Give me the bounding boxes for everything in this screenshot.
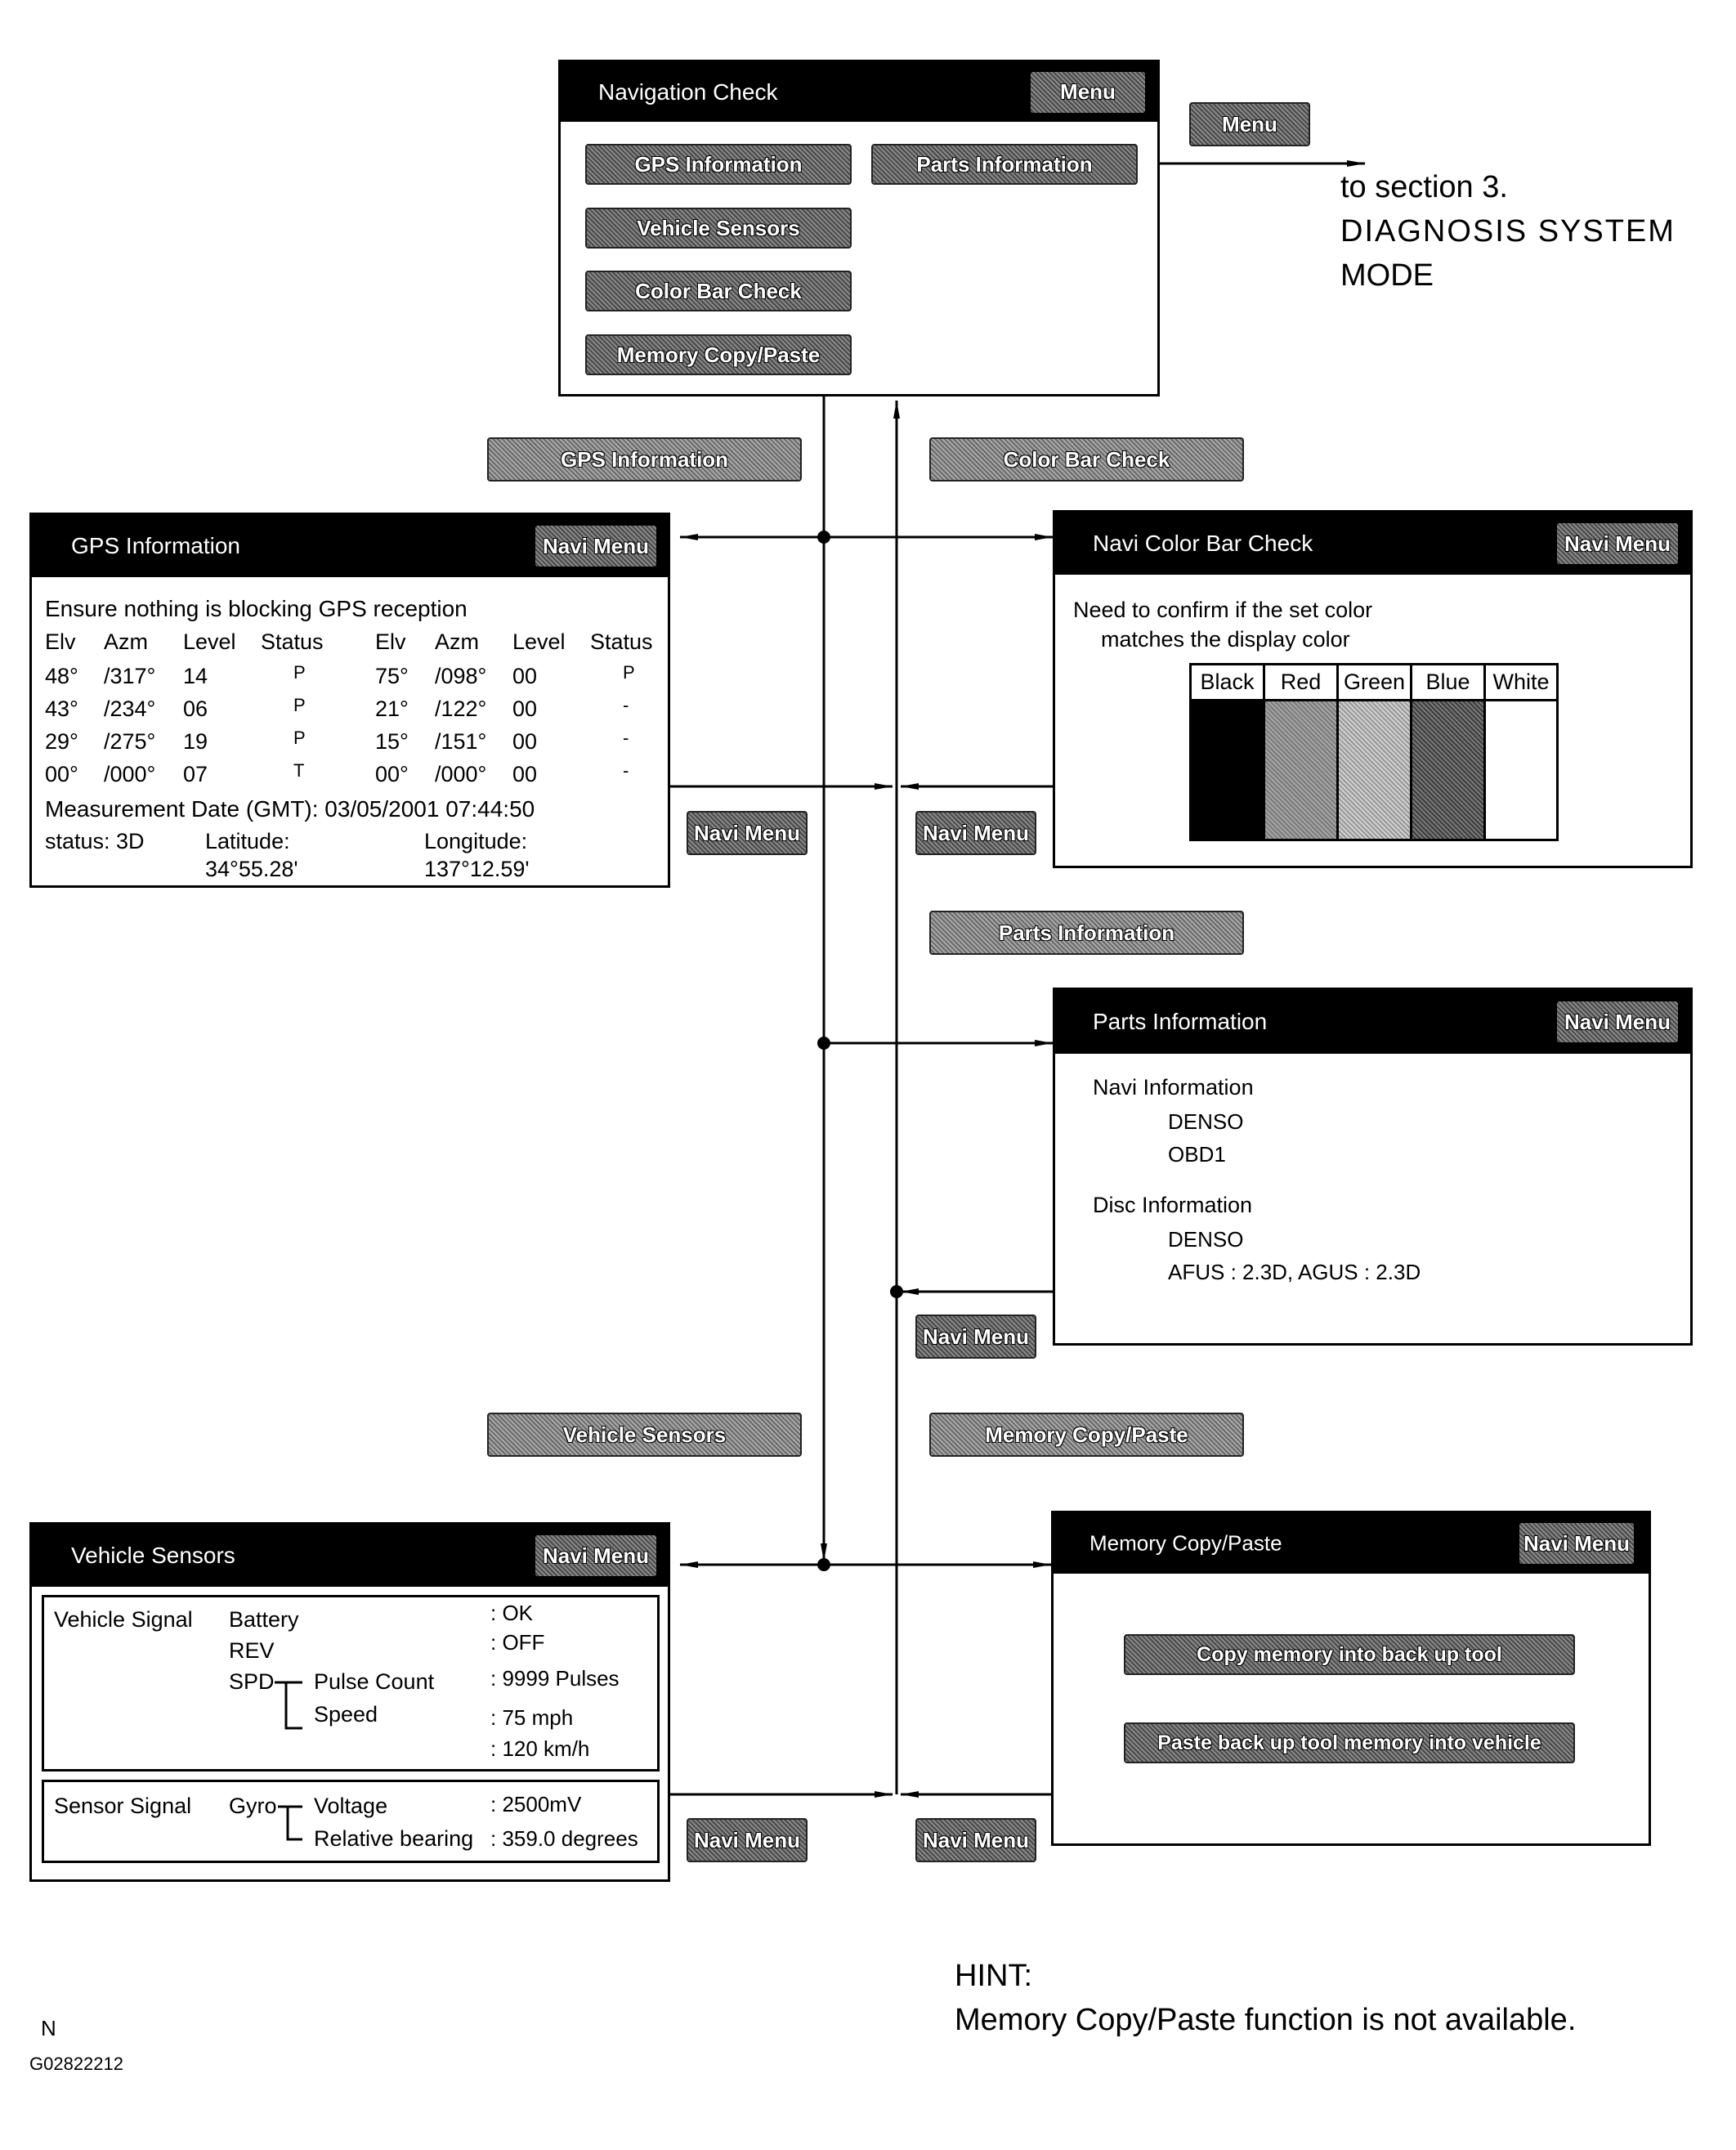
- gps-table-cell: 14: [183, 664, 208, 688]
- memory-copy-paste-title: Memory Copy/Paste: [1089, 1530, 1282, 1556]
- gps-measurement: Measurement Date (GMT): 03/05/2001 07:44:50: [45, 796, 535, 822]
- gps-table-cell: -: [623, 760, 629, 781]
- junction-dot: [890, 1285, 903, 1298]
- spd-label: SPD: [229, 1669, 275, 1694]
- gps-table-cell: 00: [512, 729, 538, 754]
- gps-table-cell: 06: [183, 697, 208, 721]
- junction-dot: [817, 1558, 830, 1571]
- flow-label-vehicle: Vehicle Sensors: [487, 1413, 802, 1457]
- gps-table-cell: P: [293, 662, 306, 683]
- color-label-black: Black: [1192, 665, 1263, 701]
- gps-information-screen: [29, 513, 670, 888]
- junction-dot: [817, 531, 830, 544]
- color-swatch-blue: [1412, 701, 1483, 839]
- color-bar-check-title: Navi Color Bar Check: [1093, 531, 1313, 556]
- navi-information-heading: Navi Information: [1093, 1075, 1254, 1100]
- parts-information-button[interactable]: Parts Information: [871, 144, 1138, 185]
- gps-column-header: Level: [512, 629, 566, 654]
- pulse-count-label: Pulse Count: [314, 1669, 435, 1694]
- battery-label: Battery: [229, 1607, 299, 1632]
- vehicle-sensors-header: [32, 1525, 668, 1587]
- gps-table-cell: P: [293, 728, 306, 748]
- footer-mark: N: [41, 2016, 56, 2040]
- sensor-signal-label: Sensor Signal: [54, 1794, 192, 1818]
- spd-bracket: [44, 1597, 52, 1606]
- gps-column-header: Status: [590, 629, 653, 654]
- disc-information-heading: Disc Information: [1093, 1193, 1253, 1217]
- gps-longitude-label: Longitude:: [424, 829, 528, 853]
- gps-table-cell: /234°: [104, 697, 156, 721]
- copy-memory-button[interactable]: Copy memory into back up tool: [1124, 1634, 1575, 1675]
- voltage-label: Voltage: [314, 1794, 388, 1818]
- gps-longitude-value: 137°12.59': [424, 857, 530, 881]
- gps-table-cell: 00°: [45, 762, 78, 786]
- parts-information-header: [1055, 990, 1690, 1054]
- navi-maker: DENSO: [1168, 1109, 1244, 1134]
- color-swatch-red: [1265, 701, 1336, 839]
- gps-table-cell: -: [623, 728, 629, 748]
- color-bar-red: [1265, 665, 1339, 839]
- gps-column-header: Elv: [375, 629, 406, 654]
- navi-menu-label-parts: Navi Menu: [915, 1315, 1036, 1359]
- gps-table-cell: /000°: [435, 762, 487, 786]
- vehicle-sensors-title: Vehicle Sensors: [71, 1543, 235, 1568]
- navi-menu-label-vehicle: Navi Menu: [687, 1818, 808, 1862]
- color-label-white: White: [1486, 665, 1556, 701]
- gps-table-cell: P: [293, 695, 306, 715]
- color-label-red: Red: [1265, 665, 1336, 701]
- flow-label-parts: Parts Information: [929, 911, 1244, 955]
- voltage-value: : 2500mV: [490, 1792, 582, 1816]
- color-bar-green: [1339, 665, 1412, 839]
- color-label-blue: Blue: [1412, 665, 1483, 701]
- gps-table-cell: 00: [512, 697, 538, 721]
- sensor-signal-box: [42, 1780, 660, 1863]
- disc-maker: DENSO: [1168, 1227, 1244, 1252]
- memory-copy-paste-header: [1054, 1513, 1649, 1574]
- memory-navi-menu-button[interactable]: Navi Menu: [1519, 1523, 1634, 1564]
- flow-label-gps: GPS Information: [487, 437, 802, 482]
- vehicle-signal-label: Vehicle Signal: [54, 1607, 193, 1632]
- vehicle-sensors-screen: [29, 1522, 670, 1882]
- navigation-check-title: Navigation Check: [598, 78, 778, 105]
- navi-menu-label-colorbar: Navi Menu: [915, 811, 1036, 855]
- color-swatch-black: [1192, 701, 1263, 839]
- colorbar-instruction-line1: Need to confirm if the set color: [1073, 598, 1373, 622]
- flow-label-colorbar: Color Bar Check: [929, 437, 1244, 482]
- gps-table-cell: /317°: [104, 664, 156, 688]
- section3-line3: MODE: [1340, 258, 1434, 293]
- colorbar-instruction-line2: matches the display color: [1101, 627, 1350, 652]
- gps-table-cell: 00: [512, 664, 538, 688]
- speed-label: Speed: [314, 1702, 378, 1727]
- gps-column-header: Azm: [435, 629, 479, 654]
- color-bar-white: [1486, 665, 1556, 839]
- navi-model: OBD1: [1168, 1142, 1226, 1167]
- speed-mph-value: : 75 mph: [490, 1705, 574, 1730]
- gps-information-header: [32, 515, 668, 577]
- vehicle-sensors-button[interactable]: Vehicle Sensors: [585, 208, 852, 249]
- color-bar-black: [1192, 665, 1265, 839]
- gps-table-cell: 00°: [375, 762, 409, 786]
- gps-table-cell: -: [623, 695, 629, 715]
- color-label-green: Green: [1339, 665, 1410, 701]
- parts-information-title: Parts Information: [1093, 1009, 1268, 1034]
- color-bar-check-screen: [1053, 510, 1693, 868]
- gps-table-cell: /275°: [104, 729, 156, 754]
- paste-memory-button[interactable]: Paste back up tool memory into vehicle: [1124, 1722, 1575, 1763]
- color-bar-blue: [1412, 665, 1486, 839]
- gps-table-cell: 43°: [45, 697, 78, 721]
- vehicle-signal-box: [42, 1595, 660, 1772]
- disc-version: AFUS : 2.3D, AGUS : 2.3D: [1168, 1260, 1421, 1284]
- section3-line1: to section 3.: [1340, 170, 1508, 204]
- side-menu-button[interactable]: Menu: [1189, 102, 1310, 146]
- color-swatch-white: [1486, 701, 1556, 839]
- gps-table-cell: 48°: [45, 664, 78, 688]
- gps-table-cell: 19: [183, 729, 208, 754]
- rev-value: : OFF: [490, 1630, 545, 1655]
- gps-latitude-label: Latitude:: [205, 829, 290, 853]
- gps-table-cell: /122°: [435, 697, 487, 721]
- section3-line2: DIAGNOSIS SYSTEM: [1340, 214, 1676, 249]
- navigation-check-screen: [558, 60, 1160, 396]
- gps-table-cell: 00: [512, 762, 538, 786]
- navi-menu-label-memory: Navi Menu: [915, 1818, 1036, 1862]
- gps-table-cell: 29°: [45, 729, 78, 754]
- gps-table-cell: P: [623, 662, 635, 683]
- gps-table-cell: 07: [183, 762, 208, 786]
- gps-column-header: Level: [183, 629, 236, 654]
- parts-navi-menu-button[interactable]: Navi Menu: [1557, 1001, 1678, 1042]
- gps-column-header: Azm: [104, 629, 148, 654]
- bearing-value: : 359.0 degrees: [490, 1826, 638, 1851]
- flow-label-memory: Memory Copy/Paste: [929, 1413, 1244, 1457]
- gps-information-button[interactable]: GPS Information: [585, 144, 852, 185]
- junction-dot: [817, 1037, 830, 1050]
- gyro-bracket: [44, 1782, 52, 1790]
- vehicle-navi-menu-button[interactable]: Navi Menu: [535, 1535, 656, 1576]
- color-bar-check-button[interactable]: Color Bar Check: [585, 271, 852, 311]
- navi-menu-label-gps: Navi Menu: [687, 811, 808, 855]
- menu-button[interactable]: Menu: [1031, 72, 1145, 113]
- battery-value: : OK: [490, 1601, 534, 1625]
- gps-table-cell: /098°: [435, 664, 487, 688]
- gps-table-cell: T: [293, 760, 305, 781]
- navigation-check-header: [561, 62, 1157, 122]
- color-bar-table: [1189, 663, 1559, 841]
- pulse-count-value: : 9999 Pulses: [490, 1666, 620, 1691]
- hint-text: Memory Copy/Paste function is not available.: [955, 2003, 1577, 2037]
- rev-label: REV: [229, 1638, 275, 1663]
- gps-table-cell: 21°: [375, 697, 409, 721]
- gps-table-cell: 15°: [375, 729, 409, 754]
- hint-label: HINT:: [955, 1959, 1032, 1993]
- memory-copy-paste-button[interactable]: Memory Copy/Paste: [585, 334, 852, 375]
- gps-navi-menu-button[interactable]: Navi Menu: [535, 526, 656, 567]
- colorbar-navi-menu-button[interactable]: Navi Menu: [1557, 523, 1678, 564]
- parts-information-screen: [1053, 988, 1693, 1346]
- gps-information-title: GPS Information: [71, 533, 240, 558]
- color-swatch-green: [1339, 701, 1410, 839]
- bearing-label: Relative bearing: [314, 1826, 474, 1851]
- gps-notice: Ensure nothing is blocking GPS reception: [45, 596, 468, 621]
- gps-status: status: 3D: [45, 829, 145, 853]
- gps-latitude-value: 34°55.28': [205, 857, 298, 881]
- gps-column-header: Status: [261, 629, 324, 654]
- speed-kmh-value: : 120 km/h: [490, 1736, 590, 1761]
- gyro-label: Gyro: [229, 1794, 277, 1818]
- footer-code: G02822212: [29, 2054, 123, 2074]
- color-bar-check-header: [1055, 513, 1690, 575]
- gps-column-header: Elv: [45, 629, 76, 654]
- gps-table-cell: /000°: [104, 762, 156, 786]
- gps-table-cell: /151°: [435, 729, 487, 754]
- memory-copy-paste-screen: [1051, 1511, 1651, 1846]
- gps-table-cell: 75°: [375, 664, 409, 688]
